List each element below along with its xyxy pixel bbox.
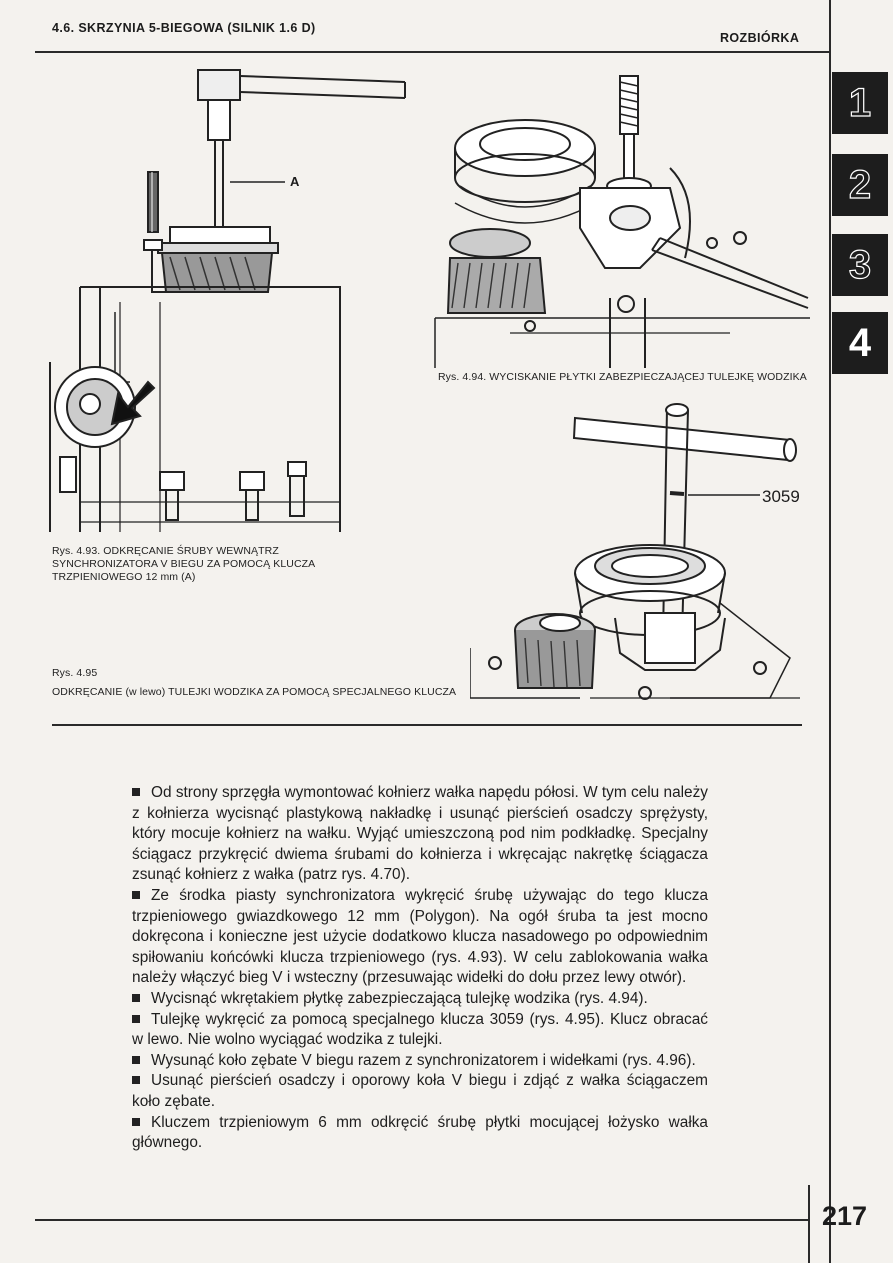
figure-4-94-caption: Rys. 4.94. WYCISKANIE PŁYTKI ZABEZPIECZAJĄCEJ TULEJKĘ WODZIKA (438, 371, 807, 383)
chapter-tab-2: 2 (832, 154, 888, 216)
bullet-icon (132, 994, 140, 1002)
bullet-icon (132, 788, 140, 796)
figure-4-95-caption: ODKRĘCANIE (w lewo) TULEJKI WODZIKA ZA POMOCĄ SPECJALNEGO KLUCZA (52, 686, 457, 698)
instruction-text (132, 783, 708, 1154)
callout-a: A (290, 174, 300, 189)
instruction-paragraph: Kluczem trzpieniowym 6 mm odkręcić śrubę płytki mocującej łożysko wałka głównego. (132, 1113, 708, 1152)
instruction-paragraph: Tulejkę wykręcić za pomocą specjalnego klucza 3059 (rys. 4.95). Klucz obracać w lewo. Nie wolno wyciągać wodzika z tulejki. (132, 1010, 708, 1049)
chapter-tab-1: 1 (832, 72, 888, 134)
chapter-tab-4: 4 (832, 312, 888, 374)
bullet-icon (132, 891, 140, 899)
section-title: 4.6. SKRZYNIA 5-BIEGOWA (SILNIK 1.6 D) (52, 21, 316, 35)
instruction-paragraph: Od strony sprzęgła wymontować kołnierz wałka napędu półosi. W tym celu należy z kołnierza wycisnąć plastykową nakładkę i usunąć pierścień osadczy sprężysty, który mocuje kołnierz na wałku. Wyjąć umieszczoną pod nim podkładkę. Specjalny ściągacz przykręcić dwiema śrubami do kołnierza i wkręcając nakrętkę ściągacza zsunąć kołnierz z wałka (patrz rys. 4.70). (132, 784, 708, 884)
instruction-paragraph: Usunąć pierścień osadczy i oporowy koła V biegu i zdjąć z wałka ściągaczem koło zębate. (132, 1072, 708, 1110)
figure-separator-rule (52, 724, 802, 726)
instruction-paragraph: Wysunąć koło zębate V biegu razem z synchronizatorem i widełkami (rys. 4.96). (132, 1051, 708, 1072)
figure-4-95-illustration (470, 398, 825, 708)
right-margin-rule (829, 0, 831, 1263)
header-rule (35, 51, 830, 53)
figure-4-94-illustration (430, 68, 810, 368)
chapter-tab-3: 3 (832, 234, 888, 296)
footer-rule (35, 1219, 808, 1221)
chapter-label: ROZBIÓRKA (720, 31, 800, 45)
callout-3059: 3059 (762, 487, 800, 506)
bullet-icon (132, 1076, 140, 1084)
footer-vertical-rule (808, 1185, 810, 1263)
figure-4-93-caption: Rys. 4.93. ODKRĘCANIE ŚRUBY WEWNĄTRZ SYNCHRONIZATORA V BIEGU ZA POMOCĄ KLUCZA TRZPIENIOWEGO 12 mm (A) (52, 545, 316, 583)
bullet-icon (132, 1056, 140, 1064)
bullet-icon (132, 1118, 140, 1126)
bullet-icon (132, 1015, 140, 1023)
instruction-paragraph: Wycisnąć wkrętakiem płytkę zabezpieczającą tulejkę wodzika (rys. 4.94). (132, 989, 708, 1010)
instruction-paragraph: Ze środka piasty synchronizatora wykręcić śrubę używając do tego klucza trzpieniowego gwiazdkowego 12 mm (Polygon). Na ogół śruba ta jest mocno dokręcona i konieczne jest użycie dodatkowo klucza nasadowego po odpowiednim spiłowaniu końcówki klucza trzpieniowego (rys. 4.93). W celu zablokowania wałka należy włączyć bieg V i wsteczny (przesuwając widełki do dołu przez lewy otwór). (132, 886, 708, 987)
figure-4-95-caption-label: Rys. 4.95 (52, 667, 98, 679)
figure-4-93-illustration (40, 62, 420, 537)
page-number: 217 (822, 1201, 868, 1231)
